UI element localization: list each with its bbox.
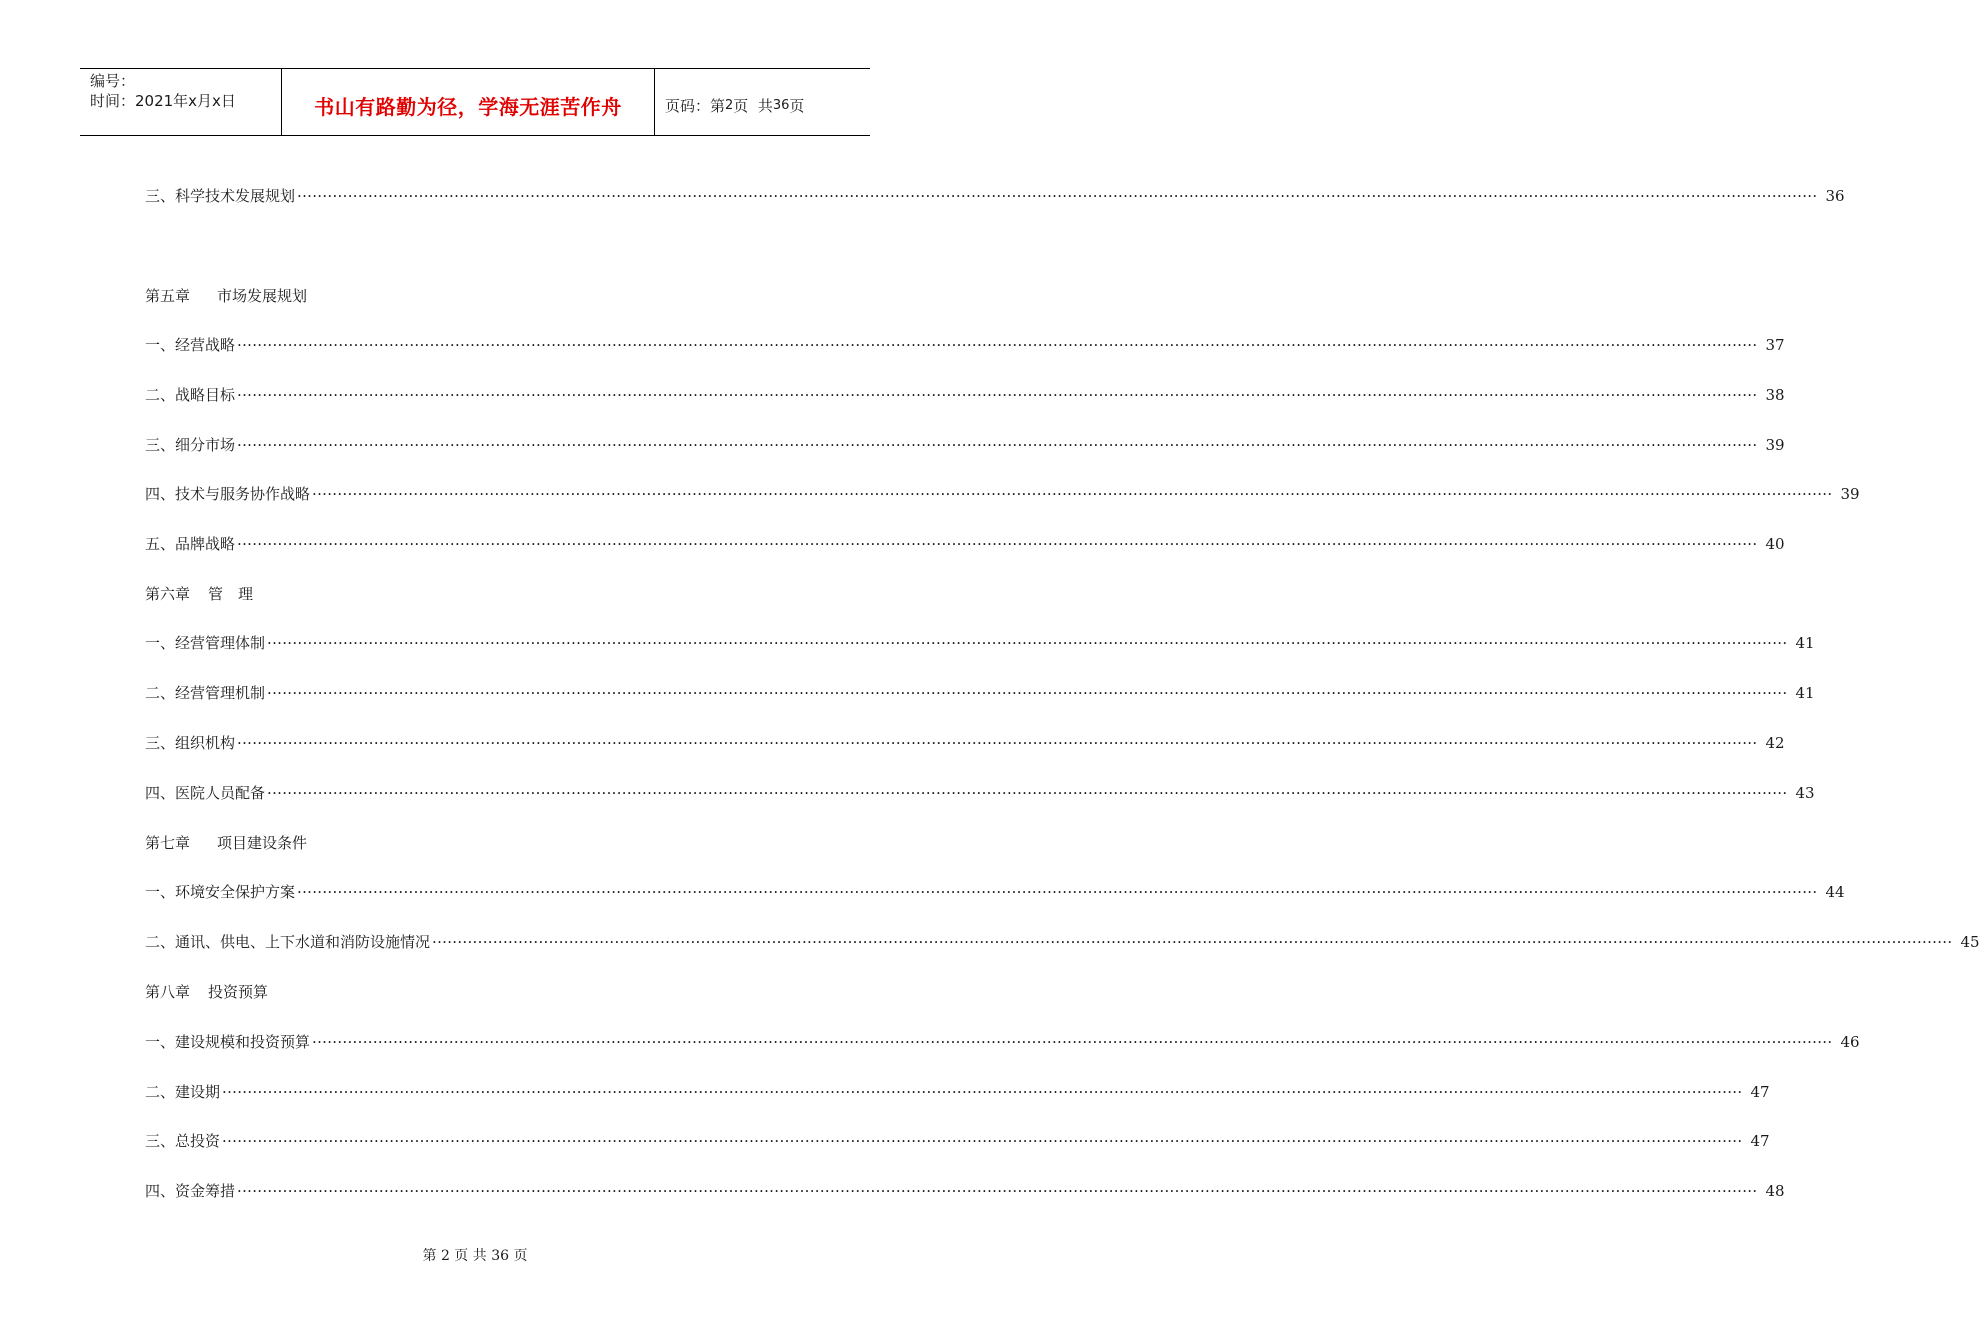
toc-entry[interactable] xyxy=(145,632,1815,654)
toc-leader-dots: ············································································································································································································································································································ xyxy=(237,1182,1758,1200)
chapter-title: 项目建设条件 xyxy=(217,834,308,852)
serial-label: 编号： xyxy=(90,72,136,90)
toc-leader-dots: ············································································································································································································································································································ xyxy=(267,684,1788,702)
chapter-number: 第七章 xyxy=(145,834,191,852)
toc-entry-page: 46 xyxy=(1840,1033,1860,1051)
toc-entry-page: 38 xyxy=(1765,386,1785,404)
toc-leader-dots: ············································································································································································································································································································ xyxy=(222,1132,1743,1150)
toc-entry-page: 41 xyxy=(1795,634,1815,652)
motto-text: 书山有路勤为径，学海无涯苦作舟 xyxy=(314,94,622,119)
toc-entry-label: 四、技术与服务协作战略 xyxy=(145,485,311,503)
toc-entry[interactable] xyxy=(145,533,1785,555)
toc-leader-dots: ············································································································································································································································································································ xyxy=(267,634,1788,652)
toc-chapter-heading[interactable] xyxy=(145,832,307,854)
toc-entry-label: 三、科学技术发展规划 xyxy=(145,187,296,205)
toc-entry[interactable] xyxy=(145,732,1785,754)
toc-chapter-heading[interactable] xyxy=(145,285,307,307)
toc-entry-page: 37 xyxy=(1765,336,1785,354)
toc-entry[interactable] xyxy=(145,1130,1770,1152)
toc-entry[interactable] xyxy=(145,1081,1770,1103)
toc-entry-page: 45 xyxy=(1960,933,1980,951)
toc-leader-dots: ············································································································································································································································································································ xyxy=(237,386,1758,404)
toc-entry-page: 39 xyxy=(1765,436,1785,454)
toc-leader-dots: ············································································································································································································································································································ xyxy=(312,485,1833,503)
toc-leader-dots: ············································································································································································································································································································ xyxy=(432,933,1953,951)
toc-entry[interactable] xyxy=(145,434,1785,456)
header-motto-cell xyxy=(282,69,655,135)
page-header xyxy=(80,68,870,136)
toc-entry[interactable] xyxy=(145,483,1860,505)
toc-entry[interactable] xyxy=(145,881,1845,903)
toc-entry-label: 二、建设期 xyxy=(145,1083,221,1101)
toc-entry[interactable] xyxy=(145,931,1980,953)
toc-entry-label: 五、品牌战略 xyxy=(145,535,236,553)
toc-leader-dots: ············································································································································································································································································································ xyxy=(222,1083,1743,1101)
header-meta-cell xyxy=(80,69,282,135)
toc-entry[interactable] xyxy=(145,334,1785,356)
chapter-title: 市场发展规划 xyxy=(217,287,308,305)
chapter-number: 第五章 xyxy=(145,287,191,305)
toc-entry[interactable] xyxy=(145,1180,1785,1202)
header-pagecode-cell xyxy=(655,69,870,135)
toc-leader-dots: ············································································································································································································································································································ xyxy=(237,734,1758,752)
toc-leader-dots: ············································································································································································································································································································ xyxy=(237,436,1758,454)
toc-entry-label: 四、医院人员配备 xyxy=(145,784,266,802)
chapter-title: 管 理 xyxy=(208,585,254,603)
toc-entry-page: 40 xyxy=(1765,535,1785,553)
toc-leader-dots: ············································································································································································································································································································ xyxy=(237,535,1758,553)
toc-entry-label: 二、通讯、供电、上下水道和消防设施情况 xyxy=(145,933,431,951)
toc-entry-label: 一、经营管理体制 xyxy=(145,634,266,652)
toc-entry-label: 二、经营管理机制 xyxy=(145,684,266,702)
toc-leader-dots: ············································································································································································································································································································ xyxy=(297,883,1818,901)
toc-entry-label: 三、总投资 xyxy=(145,1132,221,1150)
toc-chapter-heading[interactable] xyxy=(145,981,268,1003)
chapter-title: 投资预算 xyxy=(208,983,269,1001)
pagecode-prefix: 页码：第 xyxy=(665,96,726,115)
date-label: 时间：2021年x月x日 xyxy=(90,92,236,110)
toc-entry[interactable] xyxy=(145,682,1815,704)
toc-entry[interactable] xyxy=(145,782,1815,804)
toc-entry-page: 42 xyxy=(1765,734,1785,752)
toc-entry-page: 36 xyxy=(1825,187,1845,205)
toc-entry-page: 47 xyxy=(1750,1083,1770,1101)
toc-entry[interactable] xyxy=(145,384,1785,406)
toc-entry-label: 四、资金筹措 xyxy=(145,1182,236,1200)
page-footer: 第 2 页 共 36 页 xyxy=(422,1248,528,1264)
toc-entry-page: 41 xyxy=(1795,684,1815,702)
toc-entry-label: 一、环境安全保护方案 xyxy=(145,883,296,901)
toc-leader-dots: ············································································································································································································································································································ xyxy=(312,1033,1833,1051)
pagecode-mid: 页 共 xyxy=(733,96,773,115)
toc-leader-dots: ············································································································································································································································································································ xyxy=(267,784,1788,802)
toc-chapter-heading[interactable] xyxy=(145,583,253,605)
toc-entry-page: 47 xyxy=(1750,1132,1770,1150)
pagecode-total: 36 xyxy=(772,97,790,113)
chapter-number: 第六章 xyxy=(145,585,191,603)
pagecode-suffix: 页 xyxy=(789,96,805,115)
toc-entry-label: 三、细分市场 xyxy=(145,436,236,454)
toc-entry-label: 一、建设规模和投资预算 xyxy=(145,1033,311,1051)
chapter-number: 第八章 xyxy=(145,983,191,1001)
toc-entry[interactable] xyxy=(145,185,1845,207)
toc-entry[interactable] xyxy=(145,1031,1860,1053)
pagecode-num: 2 xyxy=(725,97,734,113)
toc-entry-page: 39 xyxy=(1840,485,1860,503)
toc-entry-page: 48 xyxy=(1765,1182,1785,1200)
toc-entry-label: 二、战略目标 xyxy=(145,386,236,404)
toc-entry-label: 一、经营战略 xyxy=(145,336,236,354)
toc-entry-page: 44 xyxy=(1825,883,1845,901)
toc-entry-label: 三、组织机构 xyxy=(145,734,236,752)
toc-leader-dots: ············································································································································································································································································································ xyxy=(237,336,1758,354)
toc-entry-page: 43 xyxy=(1795,784,1815,802)
toc-leader-dots: ············································································································································································································································································································ xyxy=(297,187,1818,205)
